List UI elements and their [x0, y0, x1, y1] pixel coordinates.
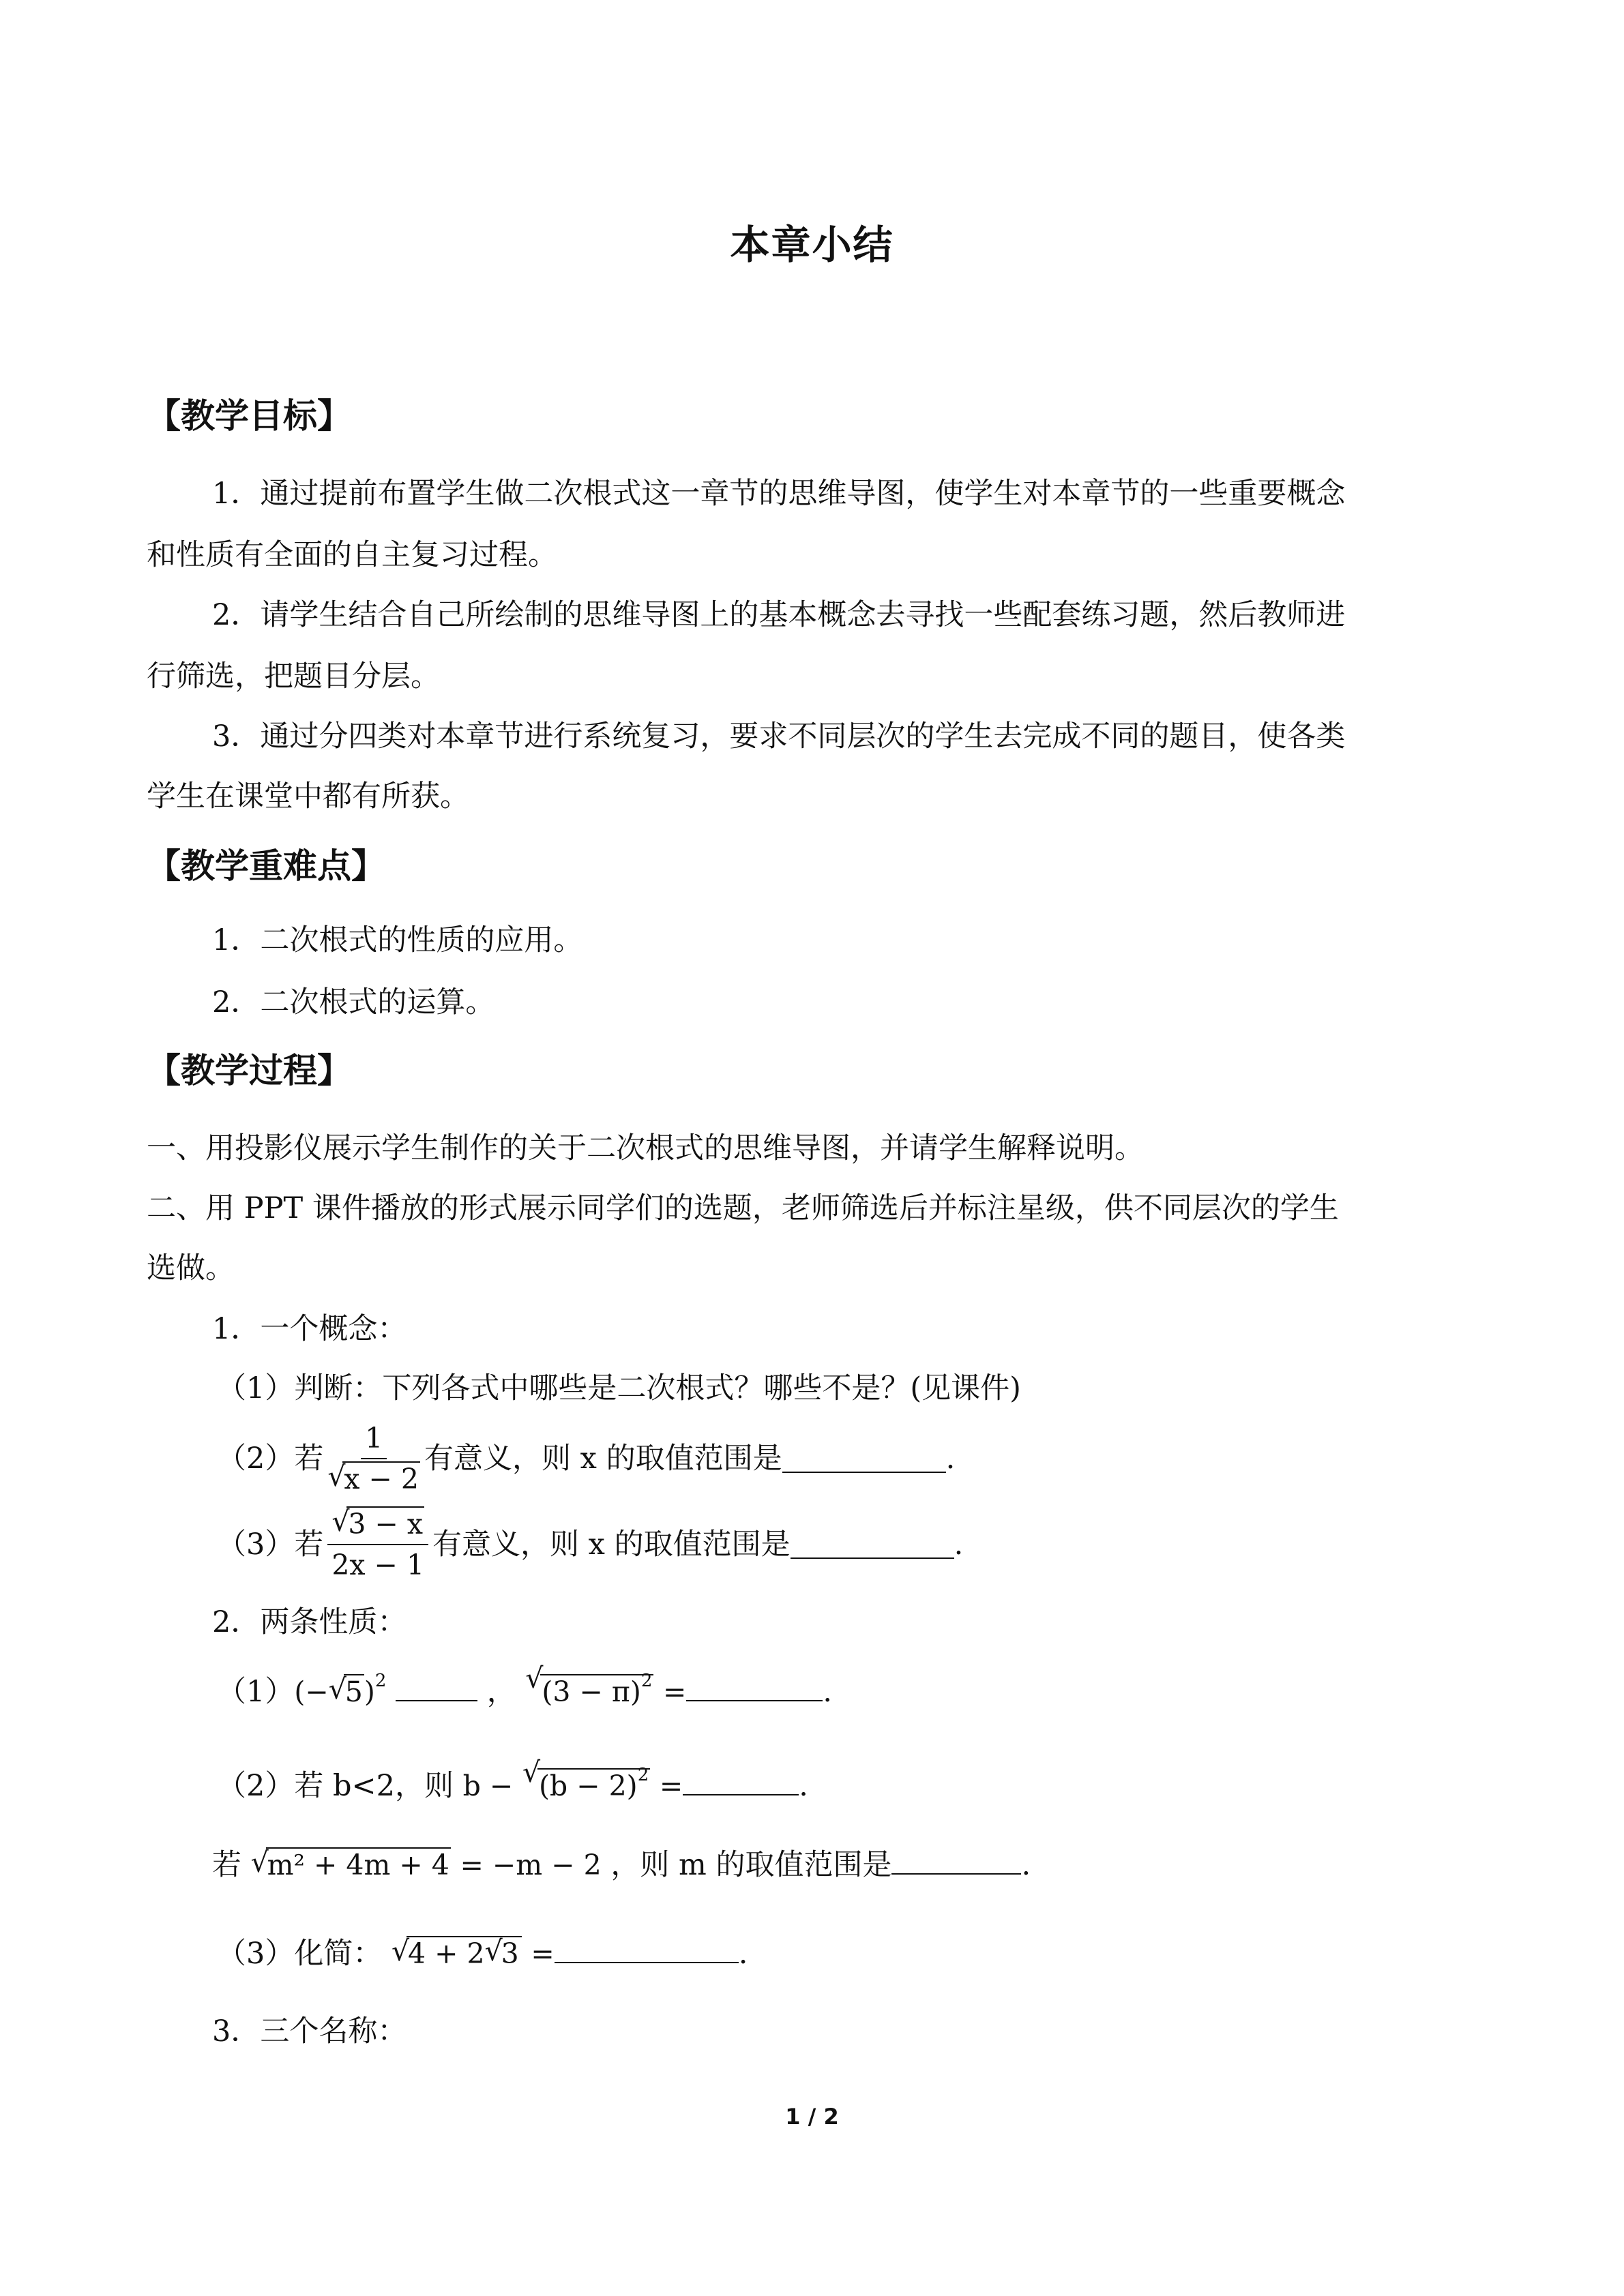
property-2-period: . [799, 1769, 808, 1803]
property-1-exponent-a: 2 [374, 1671, 387, 1691]
property-m-equation: = −m − 2 [460, 1849, 602, 1881]
property-1-radicand-a: 5 [344, 1675, 363, 1708]
question-2 [217, 1418, 955, 1499]
property-3-prefix: （3）化简： [217, 1937, 383, 1971]
question-2-period: . [945, 1442, 956, 1476]
question-3-suffix: 有意义，则 x 的取值范围是 [432, 1527, 791, 1562]
answer-blank[interactable] [791, 1530, 954, 1559]
property-3-inner-radical [485, 1930, 520, 1978]
property-2-exponent: 2 [637, 1765, 649, 1785]
goal-3-line-1: 3．通过分四类对本章节进行系统复习，要求不同层次的学生去完成不同的题目，使各类 [212, 719, 1346, 754]
property-3-radicand-b: 3 [501, 1937, 519, 1970]
property-2-radicand: (b − 2) [538, 1770, 638, 1802]
property-3-radicand-a: 4 + 2 [408, 1937, 485, 1970]
property-1-radical-b [525, 1657, 653, 1716]
question-2-prefix: （2）若 [217, 1442, 324, 1476]
goal-1-line-1: 1．通过提前布置学生做二次根式这一章节的思维导图，使学生对本章节的一些重要概念 [212, 477, 1346, 511]
property-m-prefix: 若 [212, 1848, 241, 1882]
property-m-condition [212, 1841, 1031, 1889]
property-1-prefix: （1） [217, 1675, 295, 1709]
goal-2-line-2: 行筛选，把题目分层。 [147, 659, 440, 694]
keypoint-2: 2．二次根式的运算。 [212, 985, 495, 1019]
property-3-period: . [738, 1937, 748, 1971]
question-2-suffix: 有意义，则 x 的取值范围是 [424, 1442, 782, 1476]
section-heading-keypoints: 【教学重难点】 [147, 846, 385, 886]
goal-2-line-1: 2．请学生结合自己所绘制的思维导图上的基本概念去寻找一些配套练习题，然后教师进 [212, 598, 1346, 632]
process-step-2-line-1: 二、用 PPT 课件播放的形式展示同学们的选题，老师筛选后并标注星级，供不同层次的学生 [147, 1191, 1339, 1225]
property-2-prefix: （2）若 b<2，则 [217, 1769, 454, 1803]
question-2-fraction [327, 1418, 420, 1499]
part-3-heading: 3．三个名称： [212, 2014, 407, 2048]
question-3-fraction [327, 1504, 428, 1585]
goal-3-line-2: 学生在课堂中都有所获。 [147, 779, 469, 814]
answer-blank[interactable] [782, 1444, 946, 1473]
page-number: 1 / 2 [785, 2104, 839, 2130]
property-1-equals: = [663, 1675, 687, 1708]
keypoint-1: 1．二次根式的性质的应用。 [212, 923, 583, 957]
property-m-period: . [1021, 1848, 1031, 1882]
property-1-expr-open: (− [294, 1675, 329, 1708]
page-title: 本章小结 [730, 222, 894, 268]
question-3-numerator-radical [327, 1504, 428, 1545]
property-1-period: . [823, 1675, 833, 1709]
property-3-outer-radical [392, 1930, 522, 1978]
property-m-suffix: ，则 m 的取值范围是 [610, 1848, 892, 1882]
property-2-equals: = [659, 1770, 683, 1802]
property-1-radical-a [329, 1668, 364, 1716]
property-1 [217, 1657, 832, 1716]
answer-blank[interactable] [686, 1673, 823, 1701]
question-3-prefix: （3）若 [217, 1527, 324, 1562]
process-step-1: 一、用投影仪展示学生制作的关于二次根式的思维导图，并请学生解释说明。 [147, 1131, 1144, 1165]
property-1-exponent-b: 2 [640, 1671, 653, 1691]
property-1-radicand-b: (3 − π) [542, 1675, 641, 1708]
question-3-period: . [954, 1527, 964, 1562]
goal-1-line-2: 和性质有全面的自主复习过程。 [147, 538, 557, 572]
property-2 [217, 1751, 808, 1810]
process-step-2-line-2: 选做。 [147, 1251, 235, 1285]
question-2-denominator-radical [327, 1459, 420, 1499]
question-2-numerator: 1 [361, 1418, 387, 1459]
question-3 [217, 1504, 963, 1585]
property-1-separator: ， [486, 1675, 516, 1709]
answer-blank[interactable] [683, 1767, 799, 1795]
part-1-heading: 1．一个概念： [212, 1312, 407, 1346]
property-3-simplify [217, 1930, 748, 1978]
question-1: （1）判断：下列各式中哪些是二次根式？哪些不是？(见课件) [217, 1371, 1021, 1405]
answer-blank[interactable] [555, 1935, 739, 1963]
answer-blank[interactable] [891, 1846, 1021, 1875]
answer-blank[interactable] [396, 1673, 477, 1701]
question-2-denominator: x − 2 [344, 1463, 419, 1495]
question-3-numerator: 3 − x [348, 1508, 423, 1540]
section-heading-process: 【教学过程】 [147, 1051, 351, 1090]
property-2-expr: b − [462, 1770, 514, 1802]
property-1-expr-close: ) [364, 1675, 375, 1708]
property-m-radical [251, 1841, 451, 1889]
question-3-denominator: 2x − 1 [331, 1549, 425, 1581]
section-heading-goals: 【教学目标】 [147, 396, 351, 436]
property-3-equals: = [531, 1937, 555, 1970]
property-2-radical [522, 1751, 650, 1810]
property-m-radicand: m² + 4m + 4 [267, 1849, 449, 1881]
part-2-heading: 2．两条性质： [212, 1605, 407, 1639]
